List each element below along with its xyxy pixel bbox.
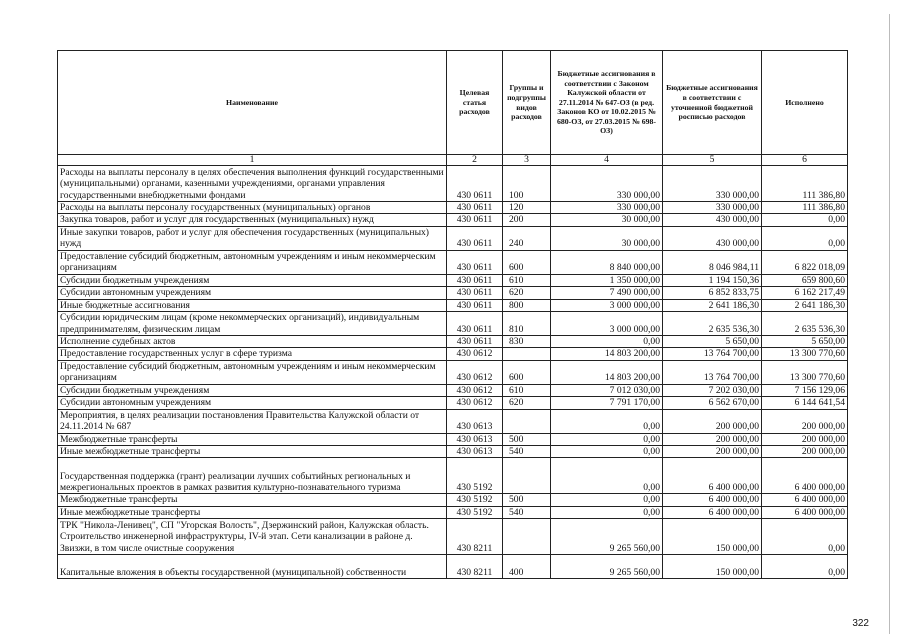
table-row <box>58 360 848 384</box>
row-name: Предоставление субсидий бюджетным, автономным учреждениям и иным некоммерческим организациям <box>58 360 447 384</box>
table-row <box>58 519 848 555</box>
row-executed: 13 300 770,60 <box>762 360 848 384</box>
table-row <box>58 226 848 250</box>
row-group: 610 <box>503 274 551 286</box>
row-executed: 2 635 536,30 <box>762 312 848 336</box>
row-refined: 6 562 670,00 <box>663 397 762 409</box>
row-group: 620 <box>503 397 551 409</box>
table-row <box>58 555 848 579</box>
table-row <box>58 458 848 494</box>
row-name: Субсидии бюджетным учреждениям <box>58 384 447 396</box>
row-refined: 330 000,00 <box>663 166 762 202</box>
header-executed: Исполнено <box>762 51 848 155</box>
row-budget: 330 000,00 <box>551 202 663 214</box>
table-row <box>58 384 848 396</box>
row-budget: 30 000,00 <box>551 214 663 226</box>
row-name: Межбюджетные трансферты <box>58 433 447 445</box>
header-row <box>58 51 848 155</box>
row-code: 430 0612 <box>447 348 503 360</box>
table-row <box>58 397 848 409</box>
row-name: Капитальные вложения в объекты государственной (муниципальной) собственности <box>58 555 447 579</box>
row-refined: 6 852 833,75 <box>663 287 762 299</box>
column-number: 2 <box>447 155 503 166</box>
row-budget: 3 000 000,00 <box>551 299 663 311</box>
table-row <box>58 287 848 299</box>
row-group: 540 <box>503 506 551 518</box>
row-refined: 200 000,00 <box>663 409 762 433</box>
row-name: Субсидии юридическим лицам (кроме некоммерческих организаций), индивидуальным предпринимателям, физическим лицам <box>58 312 447 336</box>
row-name: Мероприятия, в целях реализации постановления Правительства Калужской области от 24.11.2014 № 687 <box>58 409 447 433</box>
row-code: 430 0611 <box>447 336 503 348</box>
row-code: 430 0611 <box>447 274 503 286</box>
row-group: 600 <box>503 250 551 274</box>
row-name: Субсидии бюджетным учреждениям <box>58 274 447 286</box>
row-refined: 2 635 536,30 <box>663 312 762 336</box>
table-row <box>58 446 848 458</box>
row-group: 200 <box>503 214 551 226</box>
row-group: 830 <box>503 336 551 348</box>
row-code: 430 8211 <box>447 519 503 555</box>
table-row <box>58 336 848 348</box>
row-executed: 6 400 000,00 <box>762 458 848 494</box>
row-budget: 9 265 560,00 <box>551 519 663 555</box>
table-row <box>58 506 848 518</box>
row-code: 430 8211 <box>447 555 503 579</box>
row-executed: 111 386,80 <box>762 202 848 214</box>
row-executed: 0,00 <box>762 519 848 555</box>
row-code: 430 0611 <box>447 214 503 226</box>
row-budget: 0,00 <box>551 409 663 433</box>
row-budget: 14 803 200,00 <box>551 348 663 360</box>
row-name: Расходы на выплаты персоналу в целях обеспечения выполнения функций государственными (муниципальными) органами, казенными учреждениями, органами управления государственными внебюджетными фондами <box>58 166 447 202</box>
row-executed: 6 400 000,00 <box>762 506 848 518</box>
table-row <box>58 348 848 360</box>
row-budget: 7 490 000,00 <box>551 287 663 299</box>
row-code: 430 5192 <box>447 494 503 506</box>
row-group <box>503 458 551 494</box>
row-budget: 1 350 000,00 <box>551 274 663 286</box>
column-number: 3 <box>503 155 551 166</box>
row-code: 430 0611 <box>447 202 503 214</box>
table-row <box>58 250 848 274</box>
row-name: Государственная поддержка (грант) реализации лучших событийных региональных и межрегиональных проектов в рамках развития культурно-познавательного туризма <box>58 458 447 494</box>
row-name: Иные межбюджетные трансферты <box>58 446 447 458</box>
row-group: 400 <box>503 555 551 579</box>
row-refined: 150 000,00 <box>663 555 762 579</box>
row-executed: 111 386,80 <box>762 166 848 202</box>
column-number-row <box>58 155 848 166</box>
row-group: 810 <box>503 312 551 336</box>
row-executed: 6 822 018,09 <box>762 250 848 274</box>
row-code: 430 0611 <box>447 166 503 202</box>
table-row <box>58 409 848 433</box>
row-budget: 0,00 <box>551 446 663 458</box>
row-executed: 200 000,00 <box>762 409 848 433</box>
budget-execution-table <box>57 50 848 579</box>
row-name: Иные межбюджетные трансферты <box>58 506 447 518</box>
row-name: Субсидии автономным учреждениям <box>58 397 447 409</box>
row-group: 800 <box>503 299 551 311</box>
row-budget: 7 012 030,00 <box>551 384 663 396</box>
row-budget: 9 265 560,00 <box>551 555 663 579</box>
row-group: 120 <box>503 202 551 214</box>
row-code: 430 0613 <box>447 433 503 445</box>
row-group: 500 <box>503 494 551 506</box>
row-budget: 330 000,00 <box>551 166 663 202</box>
row-name: Предоставление государственных услуг в сфере туризма <box>58 348 447 360</box>
row-refined: 2 641 186,30 <box>663 299 762 311</box>
row-executed: 6 400 000,00 <box>762 494 848 506</box>
row-refined: 7 202 030,00 <box>663 384 762 396</box>
table-row <box>58 166 848 202</box>
row-budget: 0,00 <box>551 506 663 518</box>
header-code: Целевая статья расходов <box>447 51 503 155</box>
row-refined: 330 000,00 <box>663 202 762 214</box>
column-number: 1 <box>58 155 447 166</box>
page-number: 322 <box>852 618 869 629</box>
table-row <box>58 433 848 445</box>
row-executed: 659 800,60 <box>762 274 848 286</box>
row-code: 430 0612 <box>447 397 503 409</box>
row-group: 620 <box>503 287 551 299</box>
row-refined: 430 000,00 <box>663 226 762 250</box>
row-executed: 2 641 186,30 <box>762 299 848 311</box>
row-refined: 1 194 150,36 <box>663 274 762 286</box>
row-executed: 0,00 <box>762 214 848 226</box>
table-row <box>58 312 848 336</box>
row-executed: 13 300 770,60 <box>762 348 848 360</box>
row-executed: 200 000,00 <box>762 433 848 445</box>
row-name: Исполнение судебных актов <box>58 336 447 348</box>
row-executed: 6 162 217,49 <box>762 287 848 299</box>
row-budget: 0,00 <box>551 433 663 445</box>
row-code: 430 5192 <box>447 458 503 494</box>
row-refined: 6 400 000,00 <box>663 458 762 494</box>
row-refined: 200 000,00 <box>663 433 762 445</box>
row-group <box>503 519 551 555</box>
row-refined: 150 000,00 <box>663 519 762 555</box>
row-executed: 200 000,00 <box>762 446 848 458</box>
row-code: 430 0613 <box>447 409 503 433</box>
row-refined: 5 650,00 <box>663 336 762 348</box>
row-code: 430 5192 <box>447 506 503 518</box>
row-budget: 8 840 000,00 <box>551 250 663 274</box>
header-group: Группы и подгруппы видов расходов <box>503 51 551 155</box>
row-code: 430 0613 <box>447 446 503 458</box>
row-refined: 13 764 700,00 <box>663 348 762 360</box>
row-code: 430 0612 <box>447 360 503 384</box>
row-executed: 7 156 129,06 <box>762 384 848 396</box>
column-number: 5 <box>663 155 762 166</box>
row-group: 500 <box>503 433 551 445</box>
row-budget: 3 000 000,00 <box>551 312 663 336</box>
row-code: 430 0612 <box>447 384 503 396</box>
row-code: 430 0611 <box>447 287 503 299</box>
row-refined: 13 764 700,00 <box>663 360 762 384</box>
row-budget: 14 803 200,00 <box>551 360 663 384</box>
row-group <box>503 348 551 360</box>
column-number: 6 <box>762 155 848 166</box>
row-refined: 6 400 000,00 <box>663 506 762 518</box>
table-row <box>58 274 848 286</box>
row-executed: 0,00 <box>762 226 848 250</box>
page-edge-line <box>889 14 890 634</box>
table-row <box>58 299 848 311</box>
column-number: 4 <box>551 155 663 166</box>
row-name: Предоставление субсидий бюджетным, автономным учреждениям и иным некоммерческим организациям <box>58 250 447 274</box>
row-budget: 30 000,00 <box>551 226 663 250</box>
table-row <box>58 494 848 506</box>
row-budget: 7 791 170,00 <box>551 397 663 409</box>
header-name: Наименование <box>58 51 447 155</box>
row-budget: 0,00 <box>551 336 663 348</box>
row-name: Иные бюджетные ассигнования <box>58 299 447 311</box>
row-group <box>503 409 551 433</box>
table-row <box>58 214 848 226</box>
header-budget-refined: Бюджетные ассигнования в соответствии с уточненной бюджетной росписью расходов <box>663 51 762 155</box>
table-row <box>58 202 848 214</box>
row-refined: 6 400 000,00 <box>663 494 762 506</box>
row-group: 100 <box>503 166 551 202</box>
row-group: 610 <box>503 384 551 396</box>
row-refined: 8 046 984,11 <box>663 250 762 274</box>
row-group: 600 <box>503 360 551 384</box>
row-name: Субсидии автономным учреждениям <box>58 287 447 299</box>
row-code: 430 0611 <box>447 299 503 311</box>
budget-table-sheet <box>57 50 847 579</box>
row-name: Закупка товаров, работ и услуг для государственных (муниципальных) нужд <box>58 214 447 226</box>
row-group: 540 <box>503 446 551 458</box>
row-name: Иные закупки товаров, работ и услуг для обеспечения государственных (муниципальных) нужд <box>58 226 447 250</box>
row-code: 430 0611 <box>447 226 503 250</box>
row-name: ТРК "Никола-Ленивец", СП "Угорская Волость", Дзержинский район, Калужская область. Строительство инженерной инфраструктуры, IV-й этап. Сети канализации в районе д. Звизжи, в том числе очистные сооружения <box>58 519 447 555</box>
row-name: Межбюджетные трансферты <box>58 494 447 506</box>
row-code: 430 0611 <box>447 250 503 274</box>
row-budget: 0,00 <box>551 458 663 494</box>
header-budget-law: Бюджетные ассигнования в соответствии с Законом Калужской области от 27.11.2014 № 647-ОЗ (в ред. Законов КО от 10.02.2015 № 680-ОЗ, от 27.03.2015 № 698-ОЗ) <box>551 51 663 155</box>
row-refined: 430 000,00 <box>663 214 762 226</box>
row-name: Расходы на выплаты персоналу государственных (муниципальных) органов <box>58 202 447 214</box>
row-code: 430 0611 <box>447 312 503 336</box>
row-executed: 5 650,00 <box>762 336 848 348</box>
row-budget: 0,00 <box>551 494 663 506</box>
row-group: 240 <box>503 226 551 250</box>
row-executed: 6 144 641,54 <box>762 397 848 409</box>
row-refined: 200 000,00 <box>663 446 762 458</box>
row-executed: 0,00 <box>762 555 848 579</box>
